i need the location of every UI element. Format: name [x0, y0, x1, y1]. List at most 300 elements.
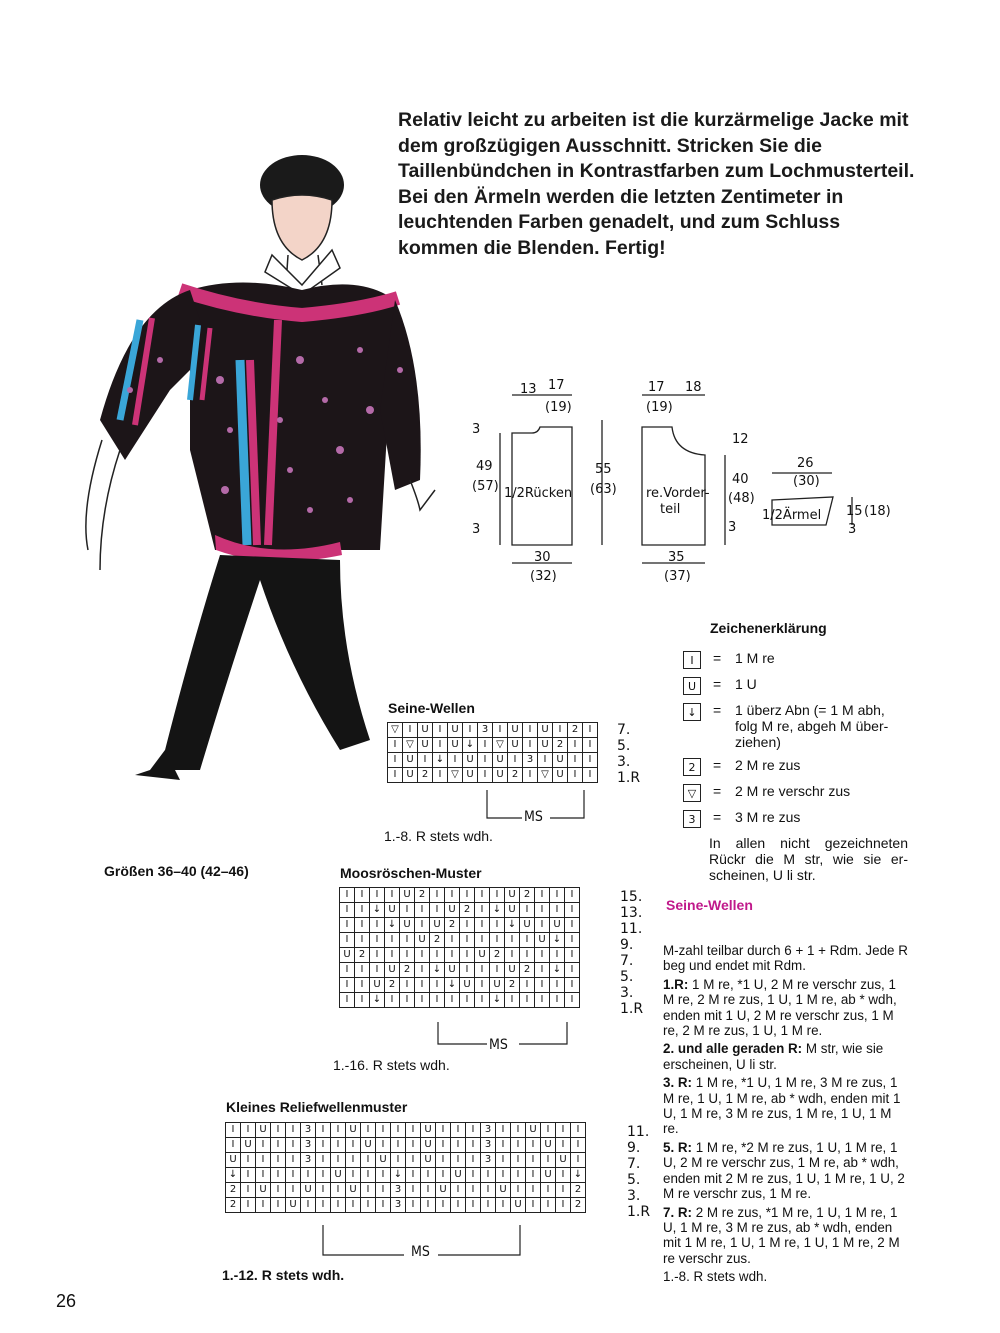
chart-cell: U	[463, 753, 478, 768]
chart-cell: ↓	[226, 1168, 241, 1183]
chart-cell: I	[340, 903, 355, 918]
chart-cell: U	[490, 978, 505, 993]
chart-cell: U	[556, 1153, 571, 1168]
chart-cell: ↓	[571, 1168, 586, 1183]
sleeve-height-alt: (18)	[864, 504, 891, 519]
chart-cell: I	[355, 918, 370, 933]
row-label: 5.	[617, 738, 631, 754]
chart-cell: I	[568, 753, 583, 768]
chart-cell: U	[505, 963, 520, 978]
legend-text: 1 M re	[735, 650, 775, 666]
chart-cell: I	[535, 948, 550, 963]
chart-cell: U	[418, 723, 433, 738]
jacket-illustration	[40, 150, 440, 790]
chart-cell: U	[505, 903, 520, 918]
chart-cell: I	[523, 738, 538, 753]
row-label: 3.	[627, 1188, 641, 1204]
legend-text: 2 M re verschr zus	[735, 783, 851, 799]
chart-cell: I	[346, 1138, 361, 1153]
chart-cell: I	[331, 1138, 346, 1153]
chart-row	[226, 1183, 586, 1198]
row-label: 13.	[620, 905, 643, 921]
step-text: M str, wie sie erscheinen, U li str.	[663, 1041, 884, 1072]
chart-cell: I	[370, 918, 385, 933]
legend-item: ↓ = 1 überz Abn (= 1 M abh, folg M re, abgeh M über-ziehen)	[683, 702, 908, 750]
step-text: 1 M re, *1 U, 2 M re verschr zus, 1 M re, 2 M re zus, 1 U, 1 M re, ab * wdh, enden mit 1 U, 2 M re verschr zus, 1 M re, 2 M re zus, 1 U, 1 M re.	[663, 976, 897, 1039]
chart-cell: I	[490, 933, 505, 948]
chart-cell: 2	[400, 963, 415, 978]
chart-cell: I	[376, 1123, 391, 1138]
chart-cell: I	[385, 948, 400, 963]
legend-title: Zeichenerklärung	[710, 620, 827, 636]
chart-cell: I	[256, 1153, 271, 1168]
chart-cell: U	[526, 1123, 541, 1138]
chart-cell: I	[460, 993, 475, 1008]
back-height-alt: (57)	[472, 479, 499, 494]
chart-cell: I	[430, 903, 445, 918]
step-text: 2 M re zus, *1 M re, 1 U, 1 M re, 1 U, 1 M re, 3 M re zus, ab * wdh, enden mit 1 M re, 1 U, 1 M re, 1 U, 1 M re, 2 M re verschr zus.	[663, 1204, 900, 1266]
chart-row	[340, 978, 580, 993]
chart-cell: 2	[505, 978, 520, 993]
chart-cell: I	[556, 1183, 571, 1198]
chart-cell: ▽	[448, 768, 463, 783]
chart-cell: I	[541, 1123, 556, 1138]
chart-cell: 2	[415, 888, 430, 903]
chart-cell: U	[541, 1138, 556, 1153]
chart-cell: I	[505, 933, 520, 948]
chart-cell: I	[520, 993, 535, 1008]
chart-cell: I	[391, 1138, 406, 1153]
garment-schematic	[460, 375, 900, 590]
front-side-bottom: 3	[728, 520, 737, 535]
knit-symbol-icon: I	[683, 651, 701, 669]
chart-cell: ↓	[430, 963, 445, 978]
chart-cell: U	[493, 768, 508, 783]
row-label: 7.	[617, 722, 631, 738]
chart-cell: U	[430, 918, 445, 933]
instructions-title: Seine-Wellen	[666, 897, 753, 913]
chart-cell: I	[370, 963, 385, 978]
chart-cell: U	[451, 1168, 466, 1183]
chart-cell: I	[496, 1138, 511, 1153]
instructions-repeat: 1.-8. R stets wdh.	[663, 1269, 768, 1285]
sleeve-height: 15	[846, 504, 863, 519]
chart-cell: ↓	[445, 978, 460, 993]
chart-cell: U	[475, 948, 490, 963]
yarn-over-icon: U	[683, 677, 701, 695]
chart-cell: I	[406, 1123, 421, 1138]
instruction-step	[663, 1205, 908, 1267]
chart-cell: I	[496, 1123, 511, 1138]
chart-cell: 3	[523, 753, 538, 768]
chart-cell: I	[433, 768, 448, 783]
chart-row	[388, 768, 598, 783]
k2tog-tbl-icon: ▽	[683, 784, 701, 802]
chart-row	[340, 918, 580, 933]
step-label: 1.R:	[663, 976, 689, 992]
chart-cell: I	[451, 1198, 466, 1213]
chart-cell: I	[490, 888, 505, 903]
chart-row	[226, 1168, 586, 1183]
back-total-height-alt: (63)	[590, 482, 617, 497]
chart-cell: I	[361, 1123, 376, 1138]
chart-cell: 3	[481, 1153, 496, 1168]
chart-cell: I	[550, 903, 565, 918]
chart-cell: I	[541, 1183, 556, 1198]
chart-cell: U	[496, 1183, 511, 1198]
chart-cell: I	[553, 723, 568, 738]
row-label: 5.	[627, 1172, 641, 1188]
chart-cell: I	[256, 1168, 271, 1183]
chart-cell: 2	[568, 723, 583, 738]
chart-cell: U	[385, 903, 400, 918]
front-width-alt: (37)	[664, 569, 691, 584]
chart-cell: I	[361, 1168, 376, 1183]
chart-cell: 2	[226, 1198, 241, 1213]
chart-cell: I	[316, 1183, 331, 1198]
chart-cell: 2	[553, 738, 568, 753]
chart-cell: I	[565, 903, 580, 918]
chart-cell: I	[436, 1153, 451, 1168]
chart-cell: I	[430, 888, 445, 903]
chart-cell: ↓	[550, 933, 565, 948]
back-total-height: 55	[595, 462, 612, 477]
chart-row	[340, 963, 580, 978]
chart-cell: I	[430, 978, 445, 993]
chart-cell: I	[346, 1153, 361, 1168]
chart-cell: I	[400, 948, 415, 963]
step-text: 1 M re, *1 U, 1 M re, 3 M re zus, 1 M re, 1 U, 1 M re, ab * wdh, enden mit 1 U, 1 M re, 3 M re zus, 1 M re, 1 U, 1 M re.	[663, 1075, 901, 1137]
chart-cell: I	[286, 1138, 301, 1153]
chart-cell: I	[316, 1138, 331, 1153]
chart-cell: I	[550, 978, 565, 993]
chart-cell: I	[286, 1123, 301, 1138]
chart-cell: I	[511, 1138, 526, 1153]
chart-cell: I	[400, 933, 415, 948]
chart-cell: I	[415, 993, 430, 1008]
chart-cell: I	[241, 1183, 256, 1198]
k2tog-icon: 2	[683, 758, 701, 776]
legend-text: 2 M re zus	[735, 757, 801, 773]
chart-cell: U	[385, 963, 400, 978]
chart-cell: I	[391, 1123, 406, 1138]
chart-cell: I	[550, 993, 565, 1008]
chart-cell: I	[331, 1153, 346, 1168]
chart-cell: ▽	[493, 738, 508, 753]
chart-cell: I	[340, 888, 355, 903]
chart-cell: U	[346, 1123, 361, 1138]
legend-item: U = 1 U	[683, 676, 908, 695]
chart-cell: I	[571, 1138, 586, 1153]
chart-cell: I	[406, 1198, 421, 1213]
chart-cell: I	[496, 1168, 511, 1183]
chart-cell: I	[445, 993, 460, 1008]
chart-cell: I	[466, 1138, 481, 1153]
chart-row	[388, 723, 598, 738]
chart-cell: I	[241, 1123, 256, 1138]
chart-cell: I	[520, 978, 535, 993]
back-height: 49	[476, 459, 493, 474]
chart-cell: I	[430, 948, 445, 963]
chart-cell: I	[241, 1168, 256, 1183]
chart-cell: I	[571, 1123, 586, 1138]
chart-cell: U	[403, 753, 418, 768]
chart-cell: I	[385, 993, 400, 1008]
chart-cell: I	[406, 1153, 421, 1168]
chart-cell: I	[475, 888, 490, 903]
chart-row	[226, 1138, 586, 1153]
chart-cell: I	[550, 888, 565, 903]
seine-row-labels	[617, 722, 640, 786]
chart-cell: 3	[481, 1138, 496, 1153]
seine-title: Seine-Wellen	[388, 700, 475, 716]
chart-cell: I	[520, 948, 535, 963]
row-label: 1.R	[617, 770, 641, 786]
chart-cell: I	[355, 993, 370, 1008]
chart-cell: I	[523, 768, 538, 783]
chart-cell: 2	[445, 918, 460, 933]
chart-cell: U	[445, 963, 460, 978]
chart-cell: ↓	[550, 963, 565, 978]
chart-cell: U	[550, 918, 565, 933]
chart-cell: I	[355, 888, 370, 903]
chart-cell: 2	[520, 963, 535, 978]
chart-cell: I	[316, 1198, 331, 1213]
chart-cell: I	[406, 1168, 421, 1183]
instruction-step	[663, 977, 908, 1039]
chart-cell: I	[505, 993, 520, 1008]
chart-row	[340, 903, 580, 918]
chart-cell: I	[448, 753, 463, 768]
chart-cell: I	[406, 1138, 421, 1153]
chart-cell: I	[361, 1198, 376, 1213]
chart-cell: I	[526, 1198, 541, 1213]
chart-cell: I	[568, 738, 583, 753]
back-side-bottom: 3	[472, 522, 481, 537]
front-height-alt: (48)	[728, 491, 755, 506]
back-top-b-alt: (19)	[545, 400, 572, 415]
sleeve-label: 1/2Ärmel	[762, 508, 822, 523]
slip-decrease-icon: ↓	[683, 703, 701, 721]
legend-text: 1 überz Abn (= 1 M abh, folg M re, abgeh M über-ziehen)	[735, 702, 889, 750]
chart-cell: I	[346, 1168, 361, 1183]
chart-cell: I	[436, 1168, 451, 1183]
chart-cell: I	[271, 1138, 286, 1153]
chart-cell: I	[340, 933, 355, 948]
chart-cell: I	[526, 1153, 541, 1168]
k3tog-icon: 3	[683, 810, 701, 828]
chart-cell: I	[556, 1123, 571, 1138]
chart-cell: U	[286, 1198, 301, 1213]
chart-cell: I	[241, 1153, 256, 1168]
chart-cell: I	[583, 768, 598, 783]
chart-cell: I	[403, 723, 418, 738]
chart-cell: I	[388, 768, 403, 783]
chart-cell: I	[241, 1198, 256, 1213]
row-label: 3.	[617, 754, 631, 770]
chart-cell: I	[346, 1198, 361, 1213]
chart-row	[340, 948, 580, 963]
back-top-b: 17	[548, 378, 565, 393]
back-side-top: 3	[472, 422, 481, 437]
chart-cell: U	[448, 738, 463, 753]
seine-ms-label: MS	[524, 809, 543, 825]
chart-cell: U	[535, 933, 550, 948]
chart-cell: I	[331, 1183, 346, 1198]
chart-cell: I	[451, 1153, 466, 1168]
page-number: 26	[56, 1291, 77, 1311]
chart-cell: I	[565, 933, 580, 948]
chart-cell: I	[460, 918, 475, 933]
chart-row	[340, 993, 580, 1008]
instruction-step	[663, 1075, 908, 1137]
chart-cell: I	[466, 1198, 481, 1213]
chart-cell: I	[433, 738, 448, 753]
chart-cell: I	[226, 1138, 241, 1153]
row-label: 11.	[620, 921, 643, 937]
row-label: 11.	[627, 1124, 650, 1140]
row-label: 9.	[620, 937, 634, 953]
chart-cell: U	[421, 1153, 436, 1168]
chart-cell: I	[421, 1198, 436, 1213]
chart-row	[226, 1198, 586, 1213]
chart-cell: U	[445, 903, 460, 918]
moos-repeat: 1.-16. R stets wdh.	[333, 1057, 450, 1073]
chart-cell: I	[535, 918, 550, 933]
row-label: 15.	[620, 889, 643, 905]
front-top-a-alt: (19)	[646, 400, 673, 415]
sleeve-width-alt: (30)	[793, 474, 820, 489]
sleeve-cuff: 3	[848, 522, 857, 537]
legend-item: ▽ = 2 M re verschr zus	[683, 783, 908, 802]
chart-cell: I	[415, 903, 430, 918]
chart-cell: I	[535, 963, 550, 978]
chart-cell: I	[511, 1123, 526, 1138]
legend-text: 1 U	[735, 676, 757, 692]
chart-cell: I	[376, 1168, 391, 1183]
chart-cell: ↓	[490, 903, 505, 918]
chart-cell: 2	[385, 978, 400, 993]
chart-cell: I	[475, 933, 490, 948]
chart-cell: I	[361, 1153, 376, 1168]
chart-cell: U	[421, 1123, 436, 1138]
row-label: 1.R	[627, 1204, 651, 1220]
chart-cell: I	[418, 753, 433, 768]
chart-cell: I	[271, 1123, 286, 1138]
chart-cell: I	[568, 768, 583, 783]
chart-cell: I	[445, 888, 460, 903]
chart-cell: I	[565, 918, 580, 933]
chart-cell: 3	[478, 723, 493, 738]
front-height: 40	[732, 472, 749, 487]
chart-cell: I	[535, 978, 550, 993]
chart-cell: 2	[430, 933, 445, 948]
chart-cell: 3	[391, 1198, 406, 1213]
chart-cell: I	[556, 1198, 571, 1213]
front-neck: 12	[732, 432, 749, 447]
chart-cell: I	[301, 1168, 316, 1183]
chart-row	[226, 1153, 586, 1168]
chart-cell: I	[391, 1153, 406, 1168]
chart-cell: I	[583, 753, 598, 768]
chart-cell: I	[256, 1198, 271, 1213]
front-label-2: teil	[660, 502, 681, 517]
row-label: 9.	[627, 1140, 641, 1156]
legend-item: 2 = 2 M re zus	[683, 757, 908, 776]
chart-cell: I	[388, 738, 403, 753]
chart-cell: I	[340, 978, 355, 993]
chart-cell: I	[433, 723, 448, 738]
chart-cell: ↓	[370, 903, 385, 918]
chart-cell: I	[286, 1153, 301, 1168]
chart-cell: U	[331, 1168, 346, 1183]
chart-cell: U	[415, 933, 430, 948]
chart-cell: I	[535, 888, 550, 903]
chart-cell: I	[406, 1183, 421, 1198]
chart-cell: U	[553, 768, 568, 783]
chart-cell: U	[403, 768, 418, 783]
chart-cell: U	[448, 723, 463, 738]
chart-cell: ▽	[403, 738, 418, 753]
chart-cell: I	[493, 723, 508, 738]
chart-cell: I	[508, 753, 523, 768]
chart-cell: 2	[226, 1183, 241, 1198]
back-width: 30	[534, 550, 551, 565]
chart-cell: I	[271, 1198, 286, 1213]
chart-cell: I	[355, 933, 370, 948]
chart-cell: 2	[355, 948, 370, 963]
chart-cell: I	[481, 1168, 496, 1183]
chart-cell: I	[496, 1153, 511, 1168]
chart-cell: I	[331, 1198, 346, 1213]
chart-cell: 2	[571, 1183, 586, 1198]
chart-row	[226, 1123, 586, 1138]
chart-cell: I	[388, 753, 403, 768]
chart-cell: I	[340, 993, 355, 1008]
chart-cell: ↓	[433, 753, 448, 768]
chart-cell: I	[355, 903, 370, 918]
seine-chart-grid	[387, 722, 598, 783]
chart-row	[340, 888, 580, 903]
chart-cell: I	[361, 1183, 376, 1198]
chart-cell: I	[565, 978, 580, 993]
chart-cell: I	[415, 918, 430, 933]
chart-cell: I	[463, 723, 478, 738]
chart-cell: I	[415, 978, 430, 993]
chart-cell: I	[385, 888, 400, 903]
chart-cell: I	[496, 1198, 511, 1213]
chart-cell: I	[460, 948, 475, 963]
chart-cell: I	[376, 1138, 391, 1153]
sleeve-width: 26	[797, 456, 814, 471]
chart-row	[388, 738, 598, 753]
step-label: 3. R:	[663, 1075, 693, 1091]
chart-cell: ↓	[391, 1168, 406, 1183]
chart-cell: I	[370, 933, 385, 948]
chart-cell: I	[538, 753, 553, 768]
chart-cell: I	[556, 1138, 571, 1153]
chart-cell: I	[535, 993, 550, 1008]
back-width-alt: (32)	[530, 569, 557, 584]
instruction-step	[663, 1140, 908, 1202]
moos-row-labels	[620, 889, 643, 1017]
chart-cell: ↓	[370, 993, 385, 1008]
chart-cell: U	[520, 918, 535, 933]
relief-title: Kleines Reliefwellenmuster	[226, 1099, 408, 1115]
chart-cell: I	[430, 993, 445, 1008]
chart-cell: I	[445, 948, 460, 963]
row-label: 5.	[620, 969, 634, 985]
